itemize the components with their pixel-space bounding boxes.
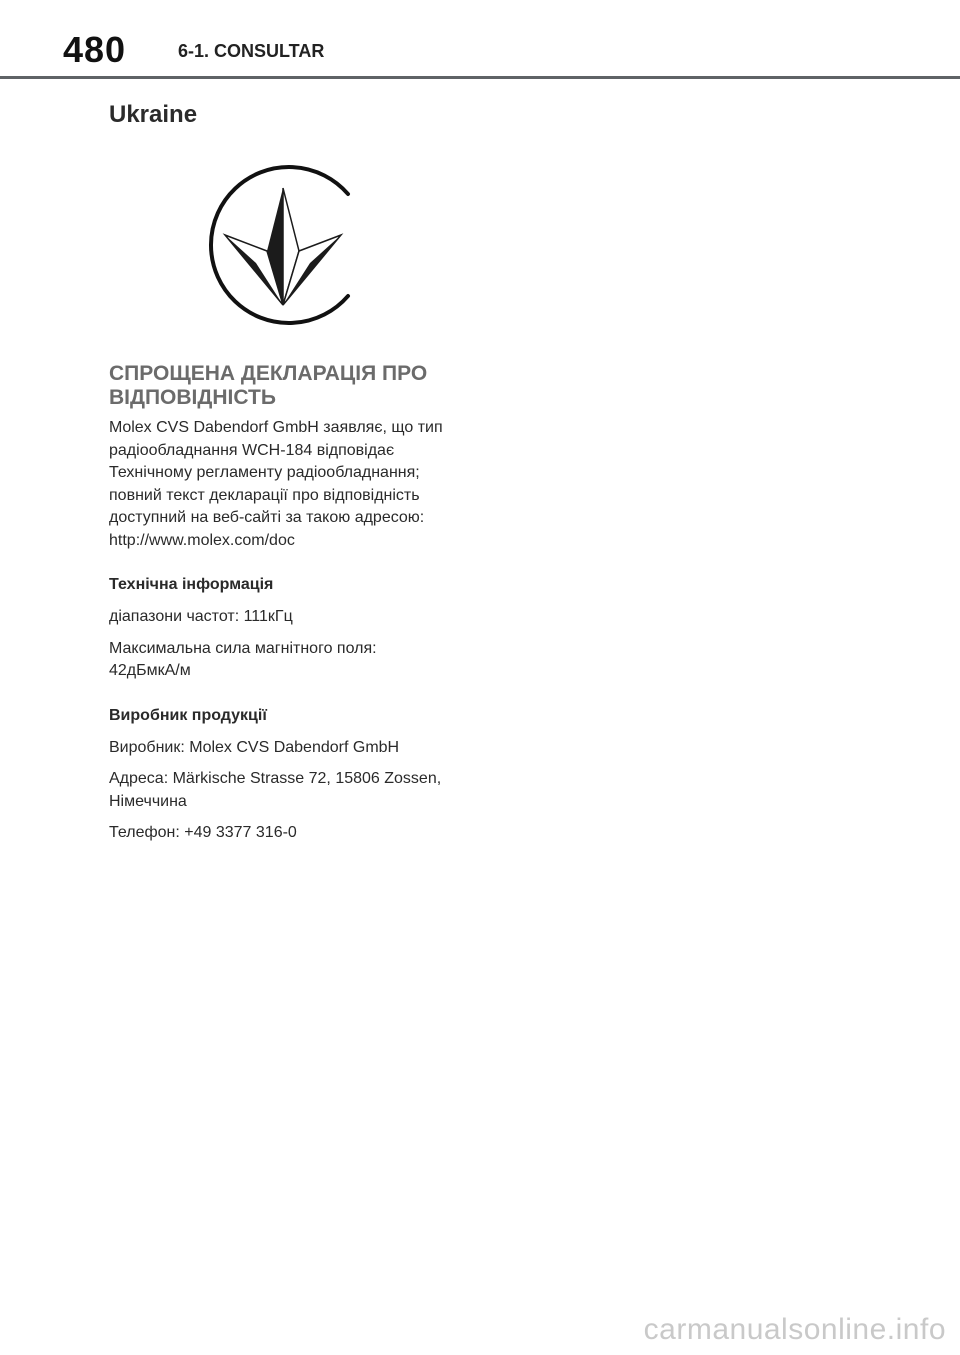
manufacturer-name: Виробник: Molex CVS Dabendorf GmbH: [109, 738, 400, 756]
header-divider: [0, 76, 960, 79]
declaration-line: повний текст декларації про відповідність: [109, 486, 420, 504]
manufacturer-heading: Виробник продукції: [109, 706, 267, 724]
field-strength-line: Максимальна сила магнітного поля:: [109, 639, 377, 657]
declaration-heading: СПРОЩЕНА ДЕКЛАРАЦІЯ ПРО ВІДПОВІДНІСТЬ: [109, 362, 428, 409]
page-header: [0, 0, 960, 78]
country-title: Ukraine: [109, 101, 198, 128]
manufacturer-phone: Телефон: +49 3377 316-0: [109, 824, 297, 841]
declaration-line: радіообладнання WCH-184 відповідає: [109, 441, 395, 459]
main-content: [109, 100, 469, 845]
manufacturer-address: [109, 768, 469, 813]
address-country: Німеччина: [109, 792, 187, 810]
frequency-range: діапазони частот: 111кГц: [109, 608, 293, 625]
field-strength-value: 42дБмкА/м: [109, 662, 191, 679]
declaration-url: http://www.molex.com/doc: [109, 531, 295, 549]
technical-info-heading: Технічна інформація: [109, 576, 274, 593]
declaration-text: [109, 417, 454, 552]
address-line: Адреса: Märkische Strasse 72, 15806 Zossen,: [109, 770, 442, 787]
declaration-line: Технічному регламенту радіообладнання;: [109, 464, 420, 481]
ukrainian-conformity-mark-icon: [196, 156, 356, 334]
declaration-line: Molex CVS Dabendorf GmbH заявляє, що тип: [109, 419, 443, 436]
section-title: 6-1. CONSULTAR: [178, 41, 325, 61]
page-number: 480: [63, 29, 127, 70]
declaration-line: доступний на веб-сайті за такою адресою:: [109, 509, 425, 526]
magnetic-field-strength: [109, 638, 469, 683]
site-watermark: carmanualsonline.info: [643, 1313, 946, 1346]
